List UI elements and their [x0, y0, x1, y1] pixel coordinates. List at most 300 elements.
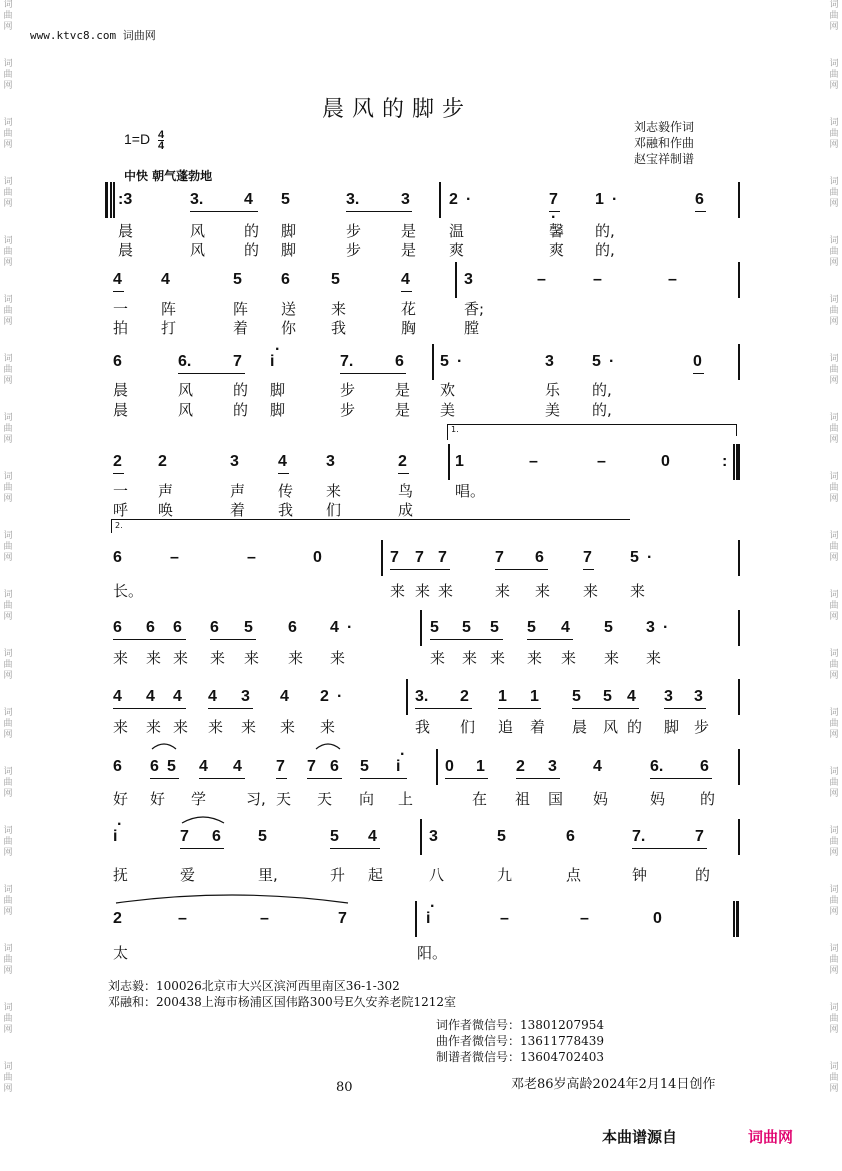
note: 6 [281, 271, 290, 288]
lyric-verse-1: 八 [429, 866, 445, 884]
beam-underline [583, 569, 594, 570]
volta-1-label: 1. [451, 425, 459, 434]
lyric-verse-1: 来 [320, 718, 336, 736]
barline [733, 444, 735, 480]
note: 4 [113, 271, 122, 288]
watermark-char: 曲 [3, 247, 13, 257]
lyric-verse-1: 来 [438, 582, 454, 600]
repeat-start-bar [105, 182, 108, 218]
lyric-verse-1: 习, [246, 790, 266, 808]
arranger-credit: 赵宝祥制谱 [634, 152, 695, 166]
watermark-char: 曲 [3, 1073, 13, 1083]
note: 6 [535, 549, 544, 566]
site-header[interactable]: www.ktvc8.com 词曲网 [30, 29, 156, 42]
watermark-char: 曲 [3, 70, 13, 80]
lyric-verse-1: 来 [173, 649, 189, 667]
time-bottom: 4 [157, 140, 165, 152]
note: – [668, 271, 677, 288]
note: 4 [278, 453, 287, 470]
watermark-char: 词 [3, 826, 13, 836]
barline [415, 901, 417, 937]
note: 3 [464, 271, 473, 288]
address-composer: 邓融和：200438上海市杨浦区国伟路300号E久安养老院1212室 [108, 995, 457, 1009]
watermark-char: 词 [829, 590, 839, 600]
lyric-verse-2: 膛 [464, 319, 480, 337]
watermark-char: 词 [3, 767, 13, 777]
watermark-char: 词 [829, 649, 839, 659]
watermark-char: 曲 [3, 896, 13, 906]
lyric-verse-2: 风 [190, 241, 206, 259]
watermark-char: 曲 [3, 1014, 13, 1024]
note: 5 [360, 758, 369, 775]
lyricist-credit: 刘志毅作词 [634, 120, 695, 134]
lyric-verse-1: 来 [173, 718, 189, 736]
lyric-verse-2: 打 [161, 319, 177, 337]
watermark-char: 曲 [3, 188, 13, 198]
lyric-verse-1: 脚 [664, 718, 680, 736]
note: 4 [146, 688, 155, 705]
beam-underline [307, 778, 342, 779]
watermark-char: 网 [829, 376, 839, 386]
lyric-verse-1: 脚 [281, 222, 297, 240]
note: · [663, 619, 669, 636]
note: 4 [330, 619, 339, 636]
note: 5 [331, 271, 340, 288]
lyric-verse-1: 来 [241, 718, 257, 736]
lyric-verse-2: 的 [233, 401, 249, 419]
watermark-char: 词 [829, 767, 839, 777]
note: 4 [199, 758, 208, 775]
note: 5 [462, 619, 471, 636]
note: 7. [632, 828, 646, 845]
watermark-char: 词 [3, 236, 13, 246]
watermark-char: 曲 [829, 483, 839, 493]
lyric-verse-1: 来 [208, 718, 224, 736]
watermark-char: 曲 [829, 1014, 839, 1024]
note: 6 [395, 353, 404, 370]
lyric-verse-1: 来 [462, 649, 478, 667]
note: 3. [190, 191, 204, 208]
watermark-char: 网 [3, 376, 13, 386]
note: 7 [583, 549, 592, 566]
lyric-verse-1: 来 [535, 582, 551, 600]
note: – [500, 910, 509, 927]
watermark-char: 曲 [829, 129, 839, 139]
volta-1-bracket [447, 424, 736, 425]
note: 6 [113, 549, 122, 566]
lyric-verse-1: 长。 [113, 582, 144, 600]
note: 6 [330, 758, 339, 775]
note: 6 [700, 758, 709, 775]
barline [113, 182, 115, 218]
note: i [396, 758, 401, 775]
note: 6 [113, 353, 122, 370]
watermark-char: 曲 [829, 896, 839, 906]
watermark-char: 词 [829, 295, 839, 305]
beam-underline [664, 708, 706, 709]
barline [406, 679, 408, 715]
lyric-verse-1: 是 [395, 381, 411, 399]
key-label: 1=D [124, 131, 151, 148]
note: – [597, 453, 606, 470]
note: 3 [326, 453, 335, 470]
lyric-verse-2: 呼 [113, 501, 129, 519]
watermark-char: 网 [3, 22, 13, 32]
lyric-verse-1: 阵 [161, 300, 177, 318]
time-signature [158, 130, 164, 151]
lyric-verse-1: 里, [258, 866, 278, 884]
watermark-char: 网 [829, 730, 839, 740]
lyric-verse-1: 来 [646, 649, 662, 667]
lyric-verse-1: 来 [113, 649, 129, 667]
barline [738, 540, 740, 576]
lyric-verse-1: 风 [603, 718, 619, 736]
note: 6 [210, 619, 219, 636]
lyric-verse-1: 来 [390, 582, 406, 600]
lyric-verse-1: 来 [146, 649, 162, 667]
lyric-verse-1: 欢 [440, 381, 456, 399]
watermark-char: 网 [829, 1084, 839, 1094]
final-bar [736, 901, 739, 937]
watermark-char: 网 [829, 199, 839, 209]
watermark-char: 曲 [829, 365, 839, 375]
repeat-end-bar [737, 444, 740, 480]
barline [738, 182, 740, 218]
beam-underline [210, 639, 256, 640]
watermark-char: 词 [829, 708, 839, 718]
watermark-char: 网 [829, 317, 839, 327]
note: 3 [694, 688, 703, 705]
volta-2-label: 2. [115, 521, 123, 530]
watermark-char: 网 [829, 140, 839, 150]
watermark-char: 曲 [829, 955, 839, 965]
watermark-char: 网 [3, 81, 13, 91]
lyric-verse-1: 的, [595, 222, 615, 240]
lyric-verse-2: 步 [346, 241, 362, 259]
lyric-verse-2: 你 [281, 319, 297, 337]
watermark-char: 曲 [829, 837, 839, 847]
note: :3 [118, 191, 133, 208]
watermark-char: 网 [829, 258, 839, 268]
note: 5 [258, 828, 267, 845]
note: 0 [661, 453, 670, 470]
watermark-char: 词 [829, 826, 839, 836]
note: 5 [430, 619, 439, 636]
lyric-verse-1: 向 [359, 790, 375, 808]
lyric-verse-2: 的, [595, 241, 615, 259]
note: 5 [330, 828, 339, 845]
volta-2-bracket [111, 519, 112, 533]
note: 3 [401, 191, 410, 208]
lyric-verse-2: 的, [592, 401, 612, 419]
lyric-verse-1: 来 [331, 300, 347, 318]
note: 4 [280, 688, 289, 705]
watermark-char: 词 [829, 236, 839, 246]
note: – [247, 549, 256, 566]
watermark-char: 网 [3, 966, 13, 976]
note: 3 [241, 688, 250, 705]
watermark-char: 网 [3, 317, 13, 327]
lyric-verse-1: 太 [113, 944, 129, 962]
watermark-char: 词 [829, 885, 839, 895]
beam-underline [113, 473, 124, 474]
address-lyricist: 刘志毅：100026北京市大兴区滨河西里南区36-1-302 [108, 979, 400, 993]
lyric-verse-1: 抚 [113, 866, 129, 884]
watermark-char: 网 [3, 671, 13, 681]
lyric-verse-1: 声 [158, 482, 174, 500]
watermark-char: 词 [3, 885, 13, 895]
lyric-verse-1: 们 [460, 718, 476, 736]
watermark-char: 词 [829, 177, 839, 187]
note: 3 [230, 453, 239, 470]
beam-underline [398, 473, 409, 474]
watermark-char: 曲 [829, 188, 839, 198]
watermark-char: 词 [829, 1062, 839, 1072]
lyric-verse-1: 来 [630, 582, 646, 600]
watermark-char: 词 [3, 177, 13, 187]
lyric-verse-1: 九 [497, 866, 513, 884]
lyric-verse-2: 我 [331, 319, 347, 337]
note: : [722, 453, 728, 470]
note: 6. [178, 353, 192, 370]
lyric-verse-2: 是 [395, 401, 411, 419]
note: 5 [440, 353, 449, 370]
watermark-char: 网 [829, 966, 839, 976]
note: 7 [233, 353, 242, 370]
note: 5 [603, 688, 612, 705]
barline [738, 819, 740, 855]
note: 4 [233, 758, 242, 775]
beam-underline [208, 708, 253, 709]
note: · [612, 191, 618, 208]
barline [738, 344, 740, 380]
high-octave-dot: · [275, 341, 281, 358]
wechat-lyricist: 词作者微信号：13801207954 [436, 1018, 604, 1032]
note: 4 [401, 271, 410, 288]
volta-1-bracket [447, 424, 448, 440]
slur [180, 811, 226, 825]
lyric-verse-1: 来 [495, 582, 511, 600]
beam-underline [495, 569, 548, 570]
watermark-char: 网 [3, 848, 13, 858]
note: 2 [320, 688, 329, 705]
lyric-verse-1: 来 [244, 649, 260, 667]
note: 2 [398, 453, 407, 470]
beam-underline [693, 373, 704, 374]
watermark-char: 网 [3, 1025, 13, 1035]
barline [436, 749, 438, 785]
note: 0 [653, 910, 662, 927]
watermark-char: 网 [829, 907, 839, 917]
watermark-char: 曲 [829, 11, 839, 21]
lyric-verse-1: 学 [191, 790, 207, 808]
note: 3 [429, 828, 438, 845]
lyric-verse-1: 阳。 [417, 944, 448, 962]
watermark-char: 词 [829, 118, 839, 128]
beam-underline [113, 708, 186, 709]
watermark-char: 网 [829, 1025, 839, 1035]
lyric-verse-1: 晨 [572, 718, 588, 736]
footer-source: 本曲谱源自 [602, 1128, 678, 1146]
note: 4 [173, 688, 182, 705]
watermark-char: 词 [3, 531, 13, 541]
note: 4 [244, 191, 253, 208]
note: 5 [167, 758, 176, 775]
lyric-verse-1: 馨 [549, 222, 565, 240]
lyric-verse-1: 来 [330, 649, 346, 667]
watermark-char: 词 [829, 0, 839, 10]
lyric-verse-1: 点 [566, 866, 582, 884]
lyric-verse-2: 们 [326, 501, 342, 519]
low-octave-dot: · [551, 209, 557, 226]
lyric-verse-2: 晨 [113, 401, 129, 419]
watermark-char: 网 [829, 435, 839, 445]
note: 5 [527, 619, 536, 636]
beam-underline [650, 778, 712, 779]
beam-underline [190, 211, 258, 212]
note: 2 [449, 191, 458, 208]
barline [420, 819, 422, 855]
right-watermark [826, 0, 842, 1171]
beam-underline [527, 639, 573, 640]
watermark-char: 网 [3, 553, 13, 563]
watermark-char: 曲 [3, 660, 13, 670]
beam-underline [516, 778, 560, 779]
watermark-char: 曲 [3, 778, 13, 788]
note: 6 [113, 758, 122, 775]
lyric-verse-2: 是 [401, 241, 417, 259]
watermark-char: 网 [3, 730, 13, 740]
watermark-char: 曲 [3, 129, 13, 139]
barline [733, 901, 735, 937]
wechat-arranger: 制谱者微信号：13604702403 [436, 1050, 604, 1064]
lyric-verse-2: 我 [278, 501, 294, 519]
watermark-char: 网 [3, 199, 13, 209]
beam-underline [415, 708, 472, 709]
lyric-verse-2: 步 [340, 401, 356, 419]
footer-brand-link[interactable]: 词曲网 [748, 1128, 794, 1146]
volta-2-bracket [111, 519, 630, 520]
lyric-verse-2: 脚 [281, 241, 297, 259]
lyric-verse-2: 美 [545, 401, 561, 419]
note: 7 [415, 549, 424, 566]
watermark-char: 曲 [829, 660, 839, 670]
lyric-verse-1: 的 [244, 222, 260, 240]
note: 6 [150, 758, 159, 775]
lyric-verse-1: 来 [604, 649, 620, 667]
watermark-char: 曲 [3, 11, 13, 21]
lyric-verse-1: 鸟 [398, 482, 414, 500]
watermark-char: 词 [3, 0, 13, 10]
lyric-verse-1: 爱 [180, 866, 196, 884]
watermark-char: 曲 [829, 778, 839, 788]
lyric-verse-1: 阵 [233, 300, 249, 318]
barline [455, 262, 457, 298]
note: 2 [113, 453, 122, 470]
watermark-char: 曲 [3, 955, 13, 965]
lyric-verse-1: 来 [527, 649, 543, 667]
lyric-verse-1: 钟 [632, 866, 648, 884]
lyric-verse-1: 来 [583, 582, 599, 600]
note: 5 [233, 271, 242, 288]
note: 2 [460, 688, 469, 705]
watermark-char: 曲 [3, 365, 13, 375]
lyric-verse-2: 着 [233, 319, 249, 337]
lyric-verse-2: 爽 [449, 241, 465, 259]
note: 5 [572, 688, 581, 705]
lyric-verse-1: 来 [415, 582, 431, 600]
note: 6. [650, 758, 664, 775]
beam-underline [330, 848, 380, 849]
lyric-verse-1: 来 [430, 649, 446, 667]
lyric-verse-1: 温 [449, 222, 465, 240]
watermark-char: 曲 [829, 542, 839, 552]
note: 1 [595, 191, 604, 208]
watermark-char: 网 [829, 848, 839, 858]
watermark-char: 词 [829, 472, 839, 482]
slur [314, 739, 342, 751]
note: – [537, 271, 546, 288]
watermark-char: 词 [3, 413, 13, 423]
watermark-char: 曲 [3, 601, 13, 611]
lyric-verse-1: 妈 [650, 790, 666, 808]
watermark-char: 词 [3, 590, 13, 600]
high-octave-dot: · [117, 816, 123, 833]
note: 7 [438, 549, 447, 566]
lyric-verse-1: 晨 [118, 222, 134, 240]
barline [738, 262, 740, 298]
note: · [609, 353, 615, 370]
lyric-verse-1: 来 [490, 649, 506, 667]
note: 3. [346, 191, 360, 208]
note: · [466, 191, 472, 208]
note: 5 [497, 828, 506, 845]
note: – [170, 549, 179, 566]
note: 2 [158, 453, 167, 470]
note: 0 [693, 353, 702, 370]
watermark-char: 词 [829, 531, 839, 541]
lyric-verse-1: 步 [340, 381, 356, 399]
note: – [529, 453, 538, 470]
watermark-char: 网 [3, 494, 13, 504]
note: 4 [161, 271, 170, 288]
note: 5 [490, 619, 499, 636]
note: 4 [368, 828, 377, 845]
note: 7 [495, 549, 504, 566]
note: 5 [630, 549, 639, 566]
wechat-composer: 曲作者微信号：13611778439 [436, 1034, 604, 1048]
note: 4 [208, 688, 217, 705]
lyric-verse-1: 国 [548, 790, 564, 808]
beam-underline [445, 778, 488, 779]
lyric-verse-1: 风 [190, 222, 206, 240]
barline [110, 182, 112, 218]
note: 5 [281, 191, 290, 208]
lyric-verse-1: 脚 [270, 381, 286, 399]
lyric-verse-1: 风 [178, 381, 194, 399]
lyric-verse-1: 来 [288, 649, 304, 667]
note: i [426, 910, 431, 927]
lyric-verse-1: 妈 [593, 790, 609, 808]
lyric-verse-1: 是 [401, 222, 417, 240]
lyric-verse-1: 的 [700, 790, 716, 808]
note: 1 [476, 758, 485, 775]
barline [381, 540, 383, 576]
volta-1-bracket [736, 424, 737, 436]
lyric-verse-1: 来 [561, 649, 577, 667]
watermark-char: 词 [3, 472, 13, 482]
note: 4 [593, 758, 602, 775]
